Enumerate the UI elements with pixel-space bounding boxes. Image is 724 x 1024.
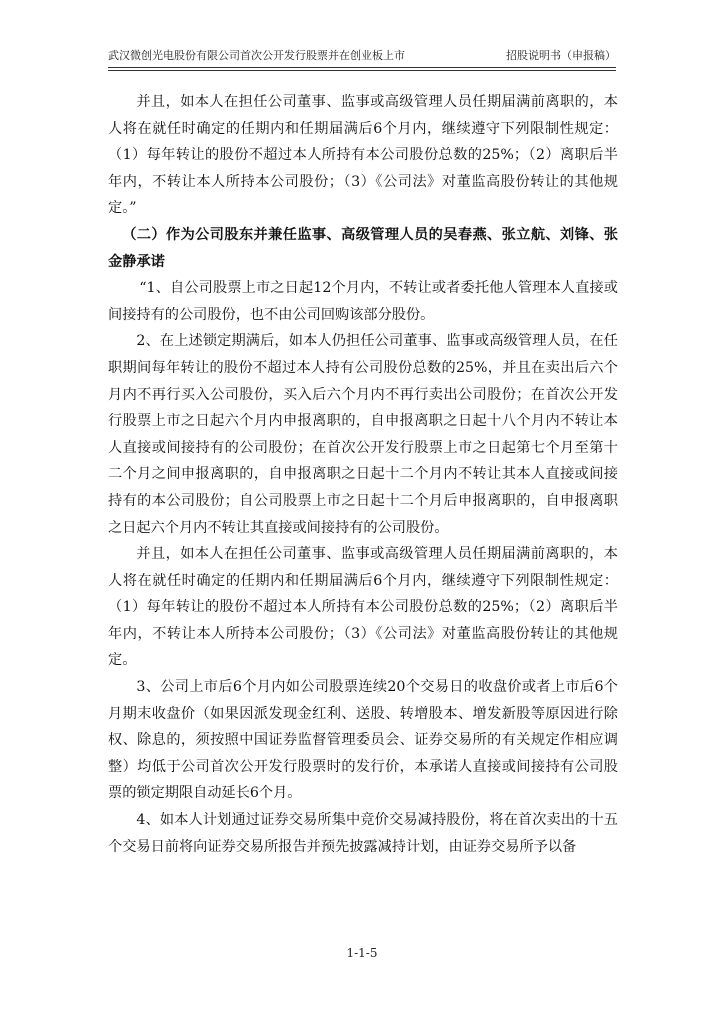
document-body (108, 89, 618, 860)
paragraph: 4、如本人计划通过证券交易所集中竞价交易减持股份，将在首次卖出的十五个交易日前将向证券交易所报告并预先披露减持计划，由证券交易所予以备 (108, 812, 618, 855)
paragraph: 并且，如本人在担任公司董事、监事或高级管理人员任期届满前离职的，本人将在就任时确定的任期内和任期届满后6个月内，继续遵守下列限制性规定：（1）每年转让的股份不超过本人所持有本公司股份总数的25%；（2）离职后半年内，不转让本人所持本公司股份；（3）《公司法》对董监高股份转让的其他规定。 (108, 546, 618, 669)
page-header (108, 46, 616, 66)
header-document-title: 武汉微创光电股份有限公司首次公开发行股票并在创业板上市 (108, 49, 405, 62)
header-rule (108, 70, 616, 71)
header-rule (108, 67, 616, 68)
section-heading: （二）作为公司股东并兼任监事、高级管理人员的吴春燕、张立航、刘锋、张金静承诺 (108, 226, 618, 270)
paragraph: 2、在上述锁定期满后，如本人仍担任公司董事、监事或高级管理人员，在任职期间每年转让的股份不超过本人持有公司股份总数的25%，并且在卖出后六个月内不再行买入公司股份，买入后六个月内不再行卖出公司股份；在首次公开发行股票上市之日起六个月内申报离职的，自申报离职之日起十八个月内不转让本人直接或间接持有的公司股份；在首次公开发行股票上市之日起第七个月至第十二个月之间申报离职的，自申报离职之日起十二个月内不转让其本人直接或间接持有的本公司股份；自公司股票上市之日起十二个月后申报离职的，自申报离职之日起六个月内不转让其直接或间接持有的公司股份。 (108, 333, 618, 536)
paragraph: 并且，如本人在担任公司董事、监事或高级管理人员任期届满前离职的，本人将在就任时确定的任期内和任期届满后6个月内，继续遵守下列限制性规定：（1）每年转让的股份不超过本人所持有本公司股份总数的25%；（2）离职后半年内，不转让本人所持本公司股份；（3）《公司法》对董监高股份转让的其他规定。” (108, 94, 618, 217)
header-document-type: 招股说明书（申报稿） (506, 49, 616, 62)
page-number: 1-1-5 (346, 946, 378, 960)
paragraph: 3、公司上市后6个月内如公司股票连续20个交易日的收盘价或者上市后6个月期末收盘价（如果因派发现金红利、送股、转增股本、增发新股等原因进行除权、除息的，须按照中国证券监督管理委员会、证券交易所的有关规定作相应调整）均低于公司首次公开发行股票时的发行价，本承诺人直接或间接持有公司股票的锁定期限自动延长6个月。 (108, 679, 618, 802)
paragraph: “1、自公司股票上市之日起12个月内，不转让或者委托他人管理本人直接或间接持有的公司股份，也不由公司回购该部分股份。 (108, 280, 618, 323)
